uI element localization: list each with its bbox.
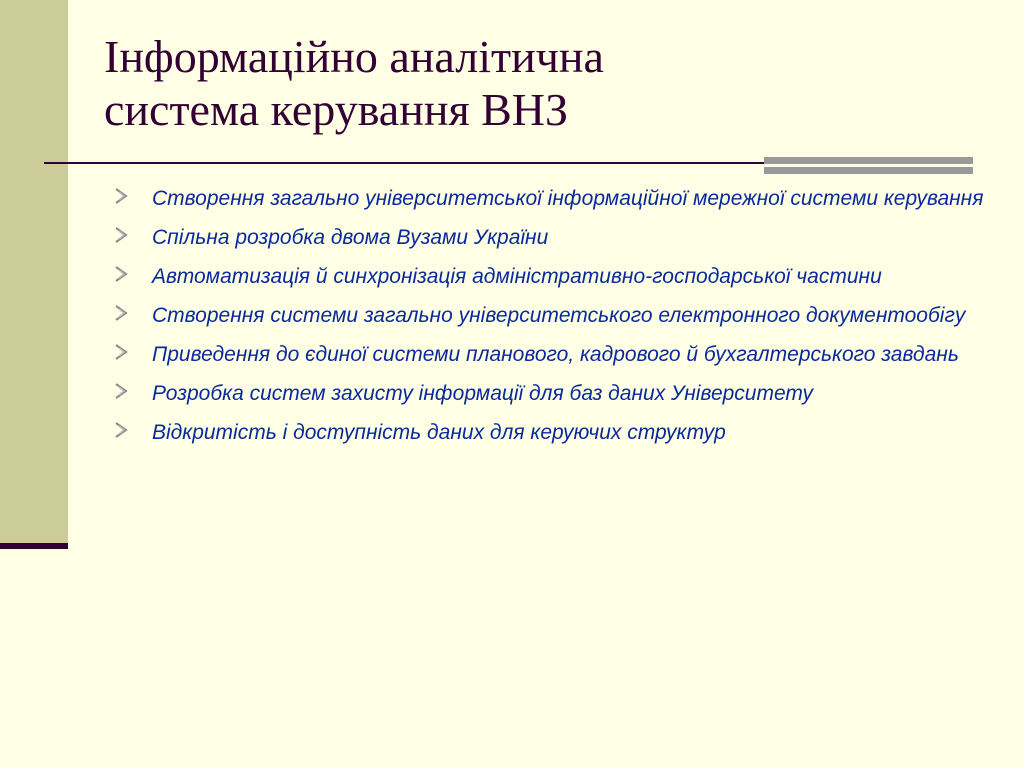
arrow-bullet-icon [114, 304, 130, 322]
list-item [112, 223, 992, 252]
list-item [112, 340, 992, 369]
slide-title [104, 30, 964, 136]
bullet-text: Створення загально університетської інформаційної мережної системи керування [152, 187, 984, 210]
list-item [112, 379, 992, 408]
arrow-bullet-icon [114, 343, 130, 361]
arrow-bullet-icon [114, 226, 130, 244]
arrow-bullet-icon [114, 421, 130, 439]
bullet-text: Спільна розробка двома Вузами України [152, 226, 549, 249]
arrow-bullet-icon [114, 265, 130, 283]
bullet-list [112, 184, 992, 457]
bullet-text: Приведення до єдиної системи планового, кадрового й бухгалтерського завдань [152, 343, 959, 366]
list-item [112, 418, 992, 447]
arrow-bullet-icon [114, 187, 130, 205]
title-line-2: система керування ВНЗ [104, 84, 569, 135]
list-item [112, 301, 992, 330]
bullet-text: Відкритість і доступність даних для керуючих структур [152, 421, 726, 444]
side-decor-band [0, 0, 68, 545]
list-item [112, 184, 992, 213]
side-decor-bar [0, 543, 68, 549]
title-accent-lines [764, 157, 973, 177]
bullet-text: Автоматизація й синхронізація адміністративно-господарської частини [152, 265, 882, 288]
bullet-text: Створення системи загально університетського електронного документообігу [152, 304, 966, 327]
bullet-text: Розробка систем захисту інформації для баз даних Університету [152, 382, 813, 405]
title-line-1: Інформаційно аналітична [104, 31, 604, 82]
arrow-bullet-icon [114, 382, 130, 400]
list-item [112, 262, 992, 291]
